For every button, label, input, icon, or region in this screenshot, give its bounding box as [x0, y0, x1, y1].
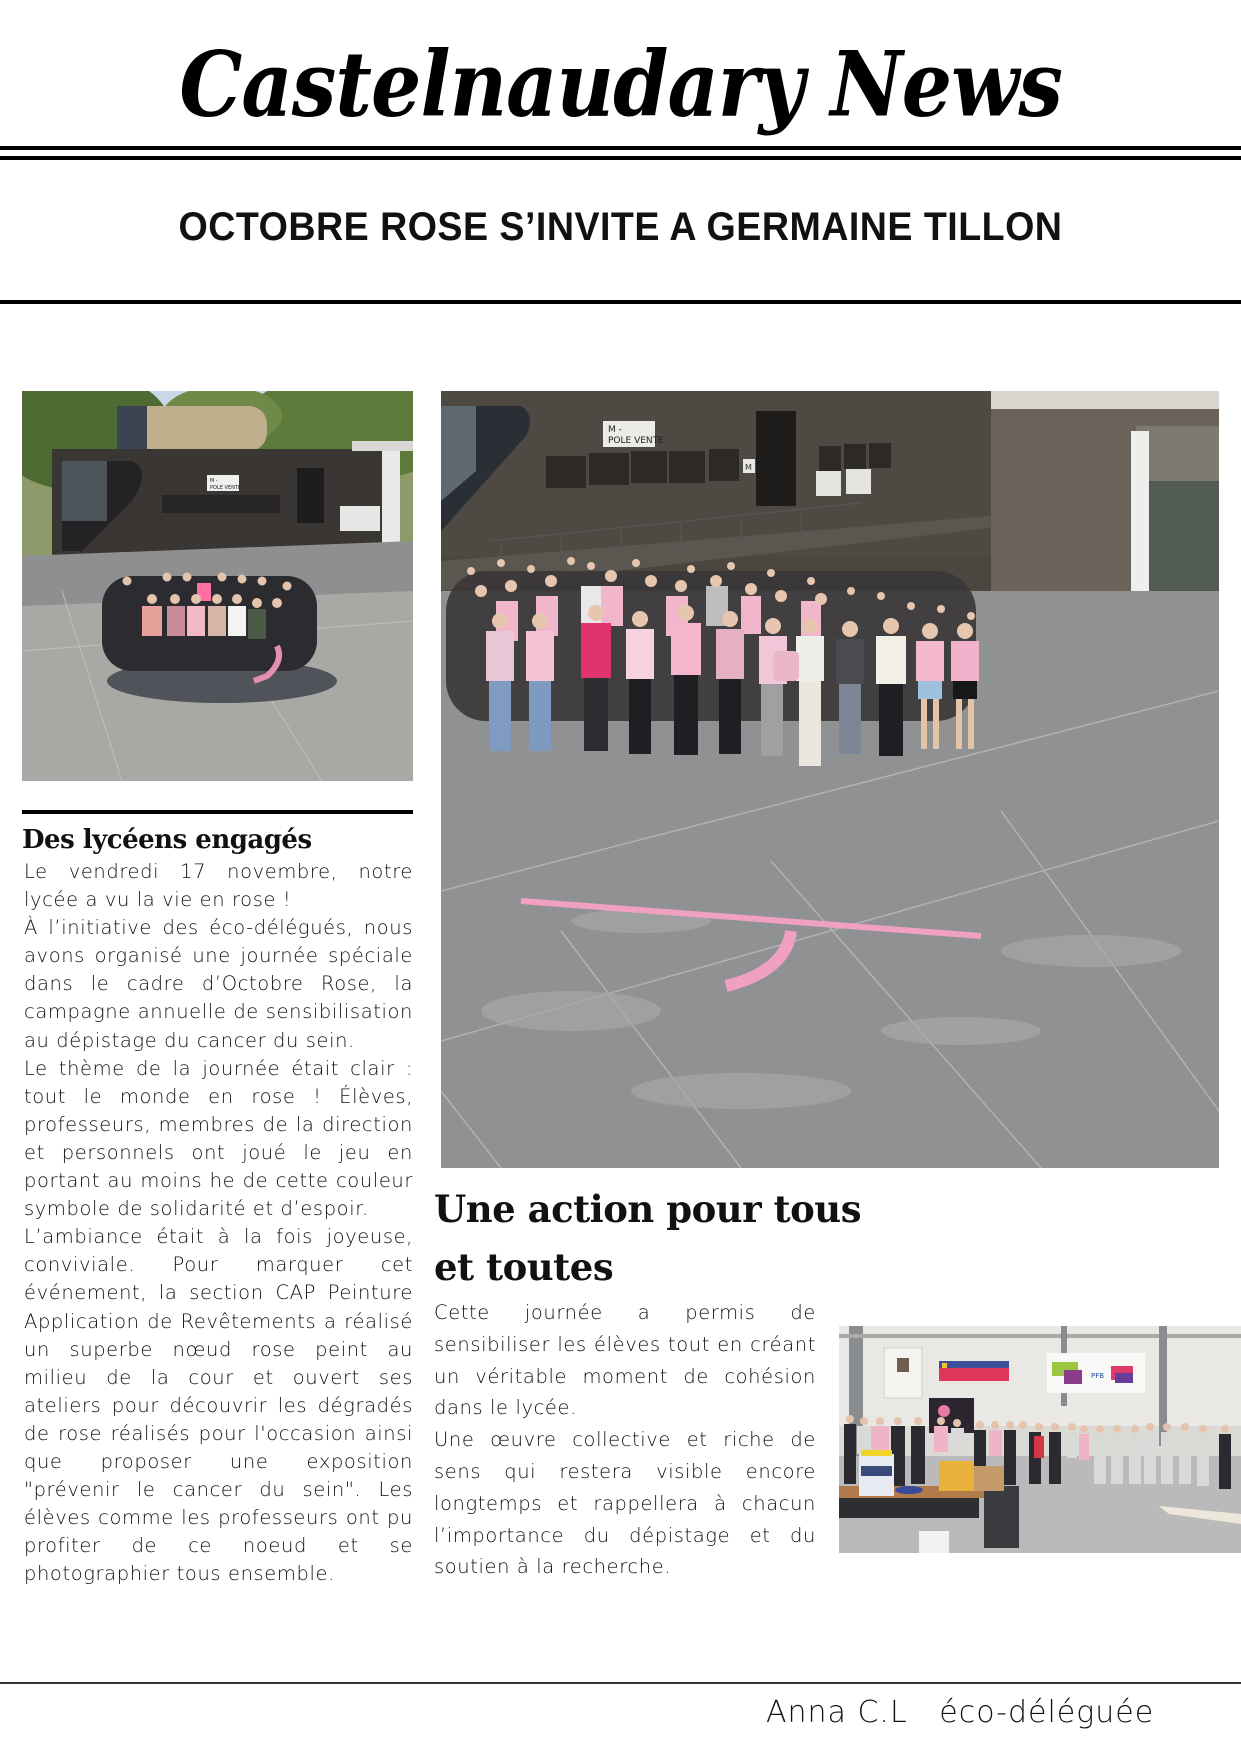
sign-text-line1: M -	[608, 425, 622, 435]
sign-text-line1: M -	[210, 478, 218, 484]
section1-paragraph: L’ambiance était à la fois joyeuse, conviviale. Pour marquer cet événement, la section CAP Peinture Application de Revêtements a réalisé un superbe nœud rose peint au milieu de la cour et ouvert ses ateliers pour découvrir les dégradés de rose réalisés pour l'occasion ainsi que proposer une exposition "prévenir le cancer du sein". Les élèves comme les professeurs ont pu profiter de ce noeud et se photographier tous ensemble.	[24, 1225, 413, 1586]
masthead	[0, 30, 1241, 140]
photo-workshop-illustration	[839, 1326, 1241, 1553]
section2-body	[434, 1297, 816, 1583]
byline: Anna C.L éco-déléguée	[766, 1695, 1155, 1730]
sign-text-line2: POLE VENTE	[210, 485, 242, 491]
section1-paragraph: Le thème de la journée était clair : tout le monde en rose ! Élèves, professeurs, membres de la direction et personnels ont joué le jeu en portant au moins he de cette couleur symbole de solidarité et d’espoir.	[24, 1056, 413, 1221]
headline-rule	[0, 300, 1241, 304]
section1-body	[24, 858, 413, 1588]
section2-title: Une action pour tous et toutes	[434, 1187, 862, 1289]
section2-paragraph: Cette journée a permis de sensibiliser les élèves tout en créant un véritable moment de cohésion dans le lycée.	[434, 1301, 816, 1420]
photo-group-courtyard-illustration	[22, 391, 413, 781]
banner-logo-text: PFB	[1091, 1372, 1105, 1380]
sign-text-line2: POLE VENTE	[608, 436, 664, 446]
section2-paragraph: Une œuvre collective et riche de sens qui restera visible encore longtemps et rappellera à chacun l’importance du dépistage et du soutien à la recherche.	[434, 1428, 816, 1579]
photo-group-courtyard	[22, 391, 413, 781]
footer-rule	[0, 1682, 1241, 1684]
newspaper-title: Castelnaudary News	[179, 31, 1062, 138]
sign-small-m: M	[745, 463, 752, 472]
section1-paragraph: À l’initiative des éco-délégués, nous avons organisé une journée spéciale dans le cadre d’Octobre Rose, la campagne annuelle de sensibilisation au dépistage du cancer du sein.	[24, 916, 413, 1052]
masthead-rule-top	[0, 146, 1241, 150]
section1-title: Des lycéens engagés	[22, 825, 312, 855]
column-rule	[22, 810, 413, 814]
masthead-rule-bottom	[0, 156, 1241, 160]
article-headline: OCTOBRE ROSE S’INVITE A GERMAINE TILLON	[178, 205, 1063, 249]
section1-paragraph: Le vendredi 17 novembre, notre lycée a vu la vie en rose !	[24, 860, 413, 912]
photo-main-group-ribbon	[441, 391, 1219, 1168]
students-group	[102, 573, 317, 672]
photo-main-group-illustration	[441, 391, 1219, 1168]
photo-workshop-group	[839, 1326, 1241, 1553]
